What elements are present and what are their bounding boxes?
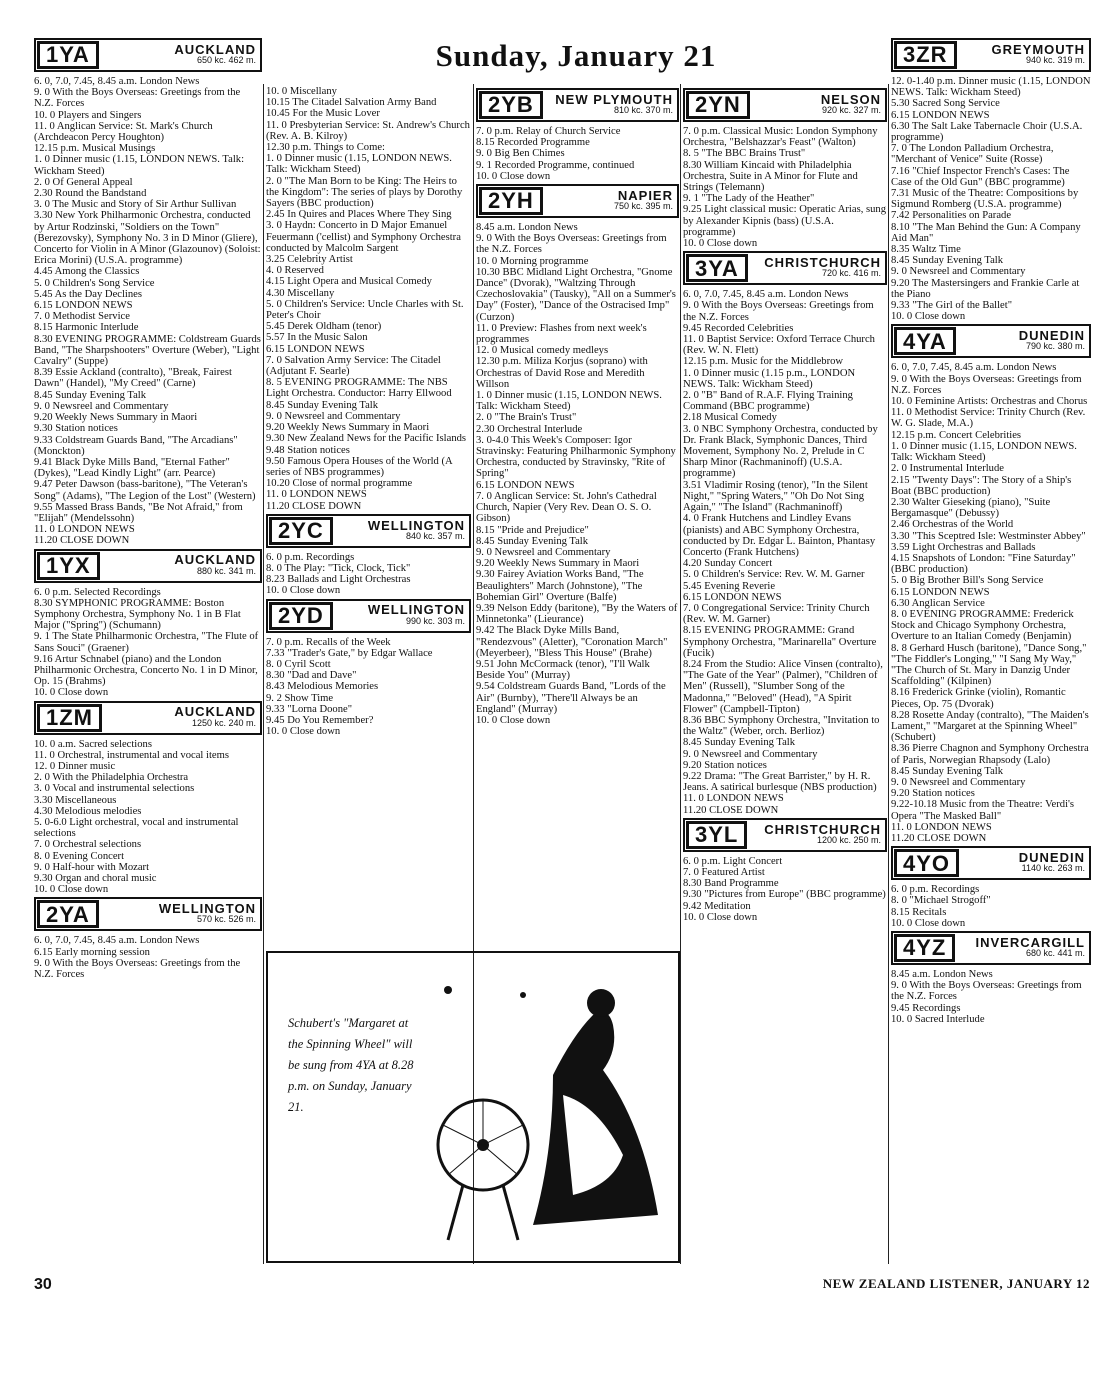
listing-entry: 11.20 CLOSE DOWN bbox=[683, 804, 779, 816]
listing-entry: 11. 0 Anglican Service: St. Mark's Church (Archdeacon Percy Houghton) bbox=[34, 120, 213, 144]
station-frequency: 1200 kc. 250 m. bbox=[816, 834, 881, 845]
listing-entry: 9.55 Massed Brass Bands, "Be Not Afraid," from "Elijah" (Mendelssohn) bbox=[34, 501, 243, 524]
listing-entry: 8.30 "Dad and Dave" bbox=[266, 670, 357, 682]
station-frequency: 840 kc. 357 m. bbox=[405, 530, 465, 541]
listing-entry: 8. 0 Evening Concert bbox=[34, 850, 125, 862]
listing-entry: 3. 0 The Music and Story of Sir Arthur Sullivan bbox=[34, 199, 237, 211]
listing-entry: 3.30 Miscellaneous bbox=[34, 794, 117, 806]
listing-entry: 9. 0 With the Boys Overseas: Greetings from the N.Z. Forces bbox=[683, 300, 874, 323]
listing-entry: 12. 0 Musical comedy medleys bbox=[476, 345, 609, 357]
listing-entry: 4.20 Sunday Concert bbox=[683, 558, 773, 570]
listing-entry: 11. 0 LONDON NEWS bbox=[266, 489, 367, 501]
page-title: Sunday, January 21 bbox=[435, 38, 717, 73]
listing-entry: 8.36 Pierre Chagnon and Symphony Orchestra of Paris, Norwegian Rhapsody (Lalo) bbox=[891, 743, 1089, 766]
listing-entry: 9.22 Drama: "The Great Barrister," by H. R. Jeans. A satirical burlesque (NBS production) bbox=[683, 770, 877, 794]
station-city: AUCKLAND bbox=[174, 552, 256, 568]
station-header-2ya bbox=[34, 897, 262, 931]
listing-entry: 2.15 "Twenty Days": The Story of a Ship's Boat (BBC production) bbox=[891, 474, 1072, 497]
station-logo: 2YC bbox=[270, 518, 332, 544]
station-logo: 3YL bbox=[687, 822, 746, 848]
listing-entry: 8. 0 Cyril Scott bbox=[266, 658, 331, 670]
page-number: 30 bbox=[34, 1276, 52, 1293]
station-city: INVERCARGILL bbox=[975, 934, 1085, 950]
listing-entry: 5.45 As the Day Declines bbox=[34, 288, 142, 300]
listing-entry: 5. 0 Children's Service: Uncle Charles with St. Peter's Choir bbox=[266, 298, 464, 322]
listing-entry: 2.45 In Quires and Places Where They Sing bbox=[266, 209, 452, 221]
listing-entry: 9.33 "Lorna Doone" bbox=[266, 703, 353, 715]
column-rule bbox=[680, 84, 681, 1264]
listing-entry: 2. 0 "The Man Born to be King: The Heirs to the Kingdom": The series of plays by Dorothy Sayers (BBC production) bbox=[266, 175, 463, 210]
listing-entry: 8.16 Frederick Grinke (violin), Romantic Pieces, Op. 75 (Dvorak) bbox=[891, 687, 1066, 710]
listing-entry: 9.20 Station notices bbox=[891, 788, 975, 800]
listing-entry: 8.45 Sunday Evening Talk bbox=[34, 389, 147, 401]
station-city: WELLINGTON bbox=[367, 517, 465, 533]
listing-entry: 6. 0, 7.0, 7.45, 8.45 a.m. London News bbox=[34, 76, 200, 87]
station-logo: 4YZ bbox=[895, 935, 954, 961]
listing-entry: 7. 0 Anglican Service: St. John's Cathedral Church, Napier (Very Rev. Dean O. S. O. Gibson) bbox=[476, 490, 657, 525]
listing-entry: 4. 0 Reserved bbox=[266, 265, 324, 277]
station-city: NELSON bbox=[820, 91, 881, 107]
listing-entry: 9. 2 Show Time bbox=[266, 692, 334, 704]
listing-entry: 2. 0 "B" Band of R.A.F. Flying Training Command (BBC programme) bbox=[683, 390, 853, 413]
station-header-4ya bbox=[891, 324, 1091, 358]
listing-entry: 9.50 Famous Opera Houses of the World (A series of NBS programmes) bbox=[266, 455, 453, 478]
station-frequency: 1140 kc. 263 m. bbox=[1021, 863, 1085, 874]
listing-entry: 11. 0 LONDON NEWS bbox=[34, 524, 135, 536]
listing-entry: 7. 0 Congregational Service: Trinity Church (Rev. W. M. Garner) bbox=[683, 602, 870, 626]
listing-entry: 9. 0 Newsreel and Commentary bbox=[891, 776, 1026, 788]
listing-entry: 8.10 "The Man Behind the Gun: A Company Aid Man" bbox=[891, 221, 1081, 244]
listing-entry: 5.45 Derek Oldham (tenor) bbox=[266, 321, 382, 333]
listing-entry: 7.16 "Chief Inspector French's Cases: The Case of the Old Gun" (BBC programme) bbox=[891, 165, 1070, 188]
listing-2yn bbox=[683, 126, 887, 249]
listing-entry: 11. 0 LONDON NEWS bbox=[683, 793, 784, 805]
listing-entry: 8.39 Essie Ackland (contralto), "Break, Fairest Dawn" (Handel), "My Creed" (Carne) bbox=[34, 367, 232, 390]
station-city: NEW PLYMOUTH bbox=[555, 91, 673, 107]
listing-4yo bbox=[891, 884, 1091, 929]
listing-entry: 3. 0 Haydn: Concerto in D Major Emanuel Feuermann ('cellist) and Symphony Orchestra conducted by Malcolm Sargent bbox=[266, 220, 461, 254]
listing-entry: 10. 0 Close down bbox=[683, 238, 758, 250]
station-city: WELLINGTON bbox=[367, 602, 465, 618]
listing-entry: 9.20 Weekly News Summary in Maori bbox=[476, 558, 640, 570]
listing-entry: 6. 0 p.m. Recordings bbox=[266, 551, 355, 563]
station-city: DUNEDIN bbox=[1018, 850, 1085, 865]
listing-entry: 12. 0-1.40 p.m. Dinner music (1.15, LONDON NEWS. Talk: Wickham Steed) bbox=[891, 76, 1091, 99]
station-header-1zm bbox=[34, 701, 262, 735]
listing-entry: 11. 0 Preview: Flashes from next week's programmes bbox=[476, 322, 647, 346]
station-frequency: 990 kc. 303 m. bbox=[405, 615, 465, 626]
station-header-2yn bbox=[683, 88, 887, 122]
listing-entry: 9.45 Recorded Celebrities bbox=[683, 322, 794, 334]
listing-1yx bbox=[34, 587, 262, 699]
listing-entry: 8.30 EVENING PROGRAMME: Coldstream Guards Band, "The Sharpshooters" Overture (Weber), "Light Cavalry" (Suppe) bbox=[34, 333, 261, 368]
listing-entry: 6.15 LONDON NEWS bbox=[891, 109, 990, 121]
listing-entry: 12. 0 Dinner music bbox=[34, 760, 116, 772]
listing-entry: 8.23 Ballads and Light Orchestras bbox=[266, 574, 411, 586]
listing-entry: 7.42 Personalities on Parade bbox=[891, 210, 1012, 222]
station-header-4yz bbox=[891, 931, 1091, 965]
listing-entry: 1. 0 Dinner music (1.15, LONDON NEWS. Talk: Wickham Steed) bbox=[891, 440, 1077, 464]
listing-entry: 10. 0 Close down bbox=[266, 726, 341, 738]
station-city: GREYMOUTH bbox=[991, 41, 1085, 57]
listing-entry: 6. 0, 7.0, 7.45, 8.45 a.m. London News bbox=[34, 935, 200, 947]
listing-entry: 9.45 Do You Remember? bbox=[266, 714, 374, 726]
listing-entry: 9.54 Coldstream Guards Band, "Lords of the Air" (Burnby), "There'll Always be an England" (Murray) bbox=[476, 681, 666, 715]
listing-entry: 3. 0 Vocal and instrumental selections bbox=[34, 783, 195, 795]
station-logo: 2YB bbox=[480, 92, 542, 118]
listing-entry: 6.15 LONDON NEWS bbox=[266, 343, 365, 355]
listing-entry: 9. 0 Newsreel and Commentary bbox=[34, 400, 169, 412]
listing-entry: 8.28 Rosette Anday (contralto), "The Maiden's Lament," "Margaret at the Spinning Wheel" (Schubert) bbox=[891, 709, 1089, 744]
listing-entry: 8. 5 EVENING PROGRAMME: The NBS Light Orchestra. Conductor: Harry Ellwood bbox=[266, 377, 452, 400]
listing-entry: 6.15 LONDON NEWS bbox=[34, 300, 133, 312]
listing-entry: 2.18 Musical Comedy bbox=[683, 412, 777, 424]
listing-entry: 9.20 Weekly News Summary in Maori bbox=[34, 412, 198, 424]
listing-entry: 12.30 p.m. Miliza Korjus (soprano) with Orchestras of David Rose and Meredith Willson bbox=[476, 356, 648, 390]
listing-entry: 10. 0 Sacred Interlude bbox=[891, 1013, 985, 1025]
listing-4yz bbox=[891, 969, 1091, 1025]
listing-entry: 1. 0 Dinner music (1.15, LONDON NEWS. Talk: Wickham Steed) bbox=[476, 390, 662, 413]
listing-entry: 10. 0 Close down bbox=[266, 585, 341, 597]
listing-entry: 7. 0 p.m. Classical Music: London Symphony Orchestra, "Belshazzar's Feast" (Walton) bbox=[683, 126, 878, 149]
listing-entry: 10. 0 Players and Singers bbox=[34, 109, 142, 121]
listing-entry: 3.30 "This Sceptred Isle: Westminster Abbey" bbox=[891, 530, 1086, 542]
column-rule bbox=[263, 84, 264, 1264]
listing-entry: 9. 0 With the Boys Overseas: Greetings from the N.Z. Forces bbox=[34, 957, 241, 981]
station-city: DUNEDIN bbox=[1018, 328, 1085, 344]
listing-entry: 10. 0 Close down bbox=[891, 917, 966, 929]
station-frequency: 920 kc. 327 m. bbox=[821, 105, 881, 115]
listing-entry: 2.30 Walter Gieseking (piano), "Suite Bergamasque" (Debussy) bbox=[891, 496, 1051, 520]
listing-entry: 9.39 Nelson Eddy (baritone), "By the Waters of Minnetonka" (Lieurance) bbox=[476, 602, 678, 626]
listing-3ya bbox=[683, 289, 887, 816]
station-logo: 1YA bbox=[38, 42, 98, 68]
listing-entry: 9. 0 Half-hour with Mozart bbox=[34, 861, 150, 873]
listing-entry: 4. 0 Frank Hutchens and Lindley Evans (pianists) and ABC Symphony Orchestra, conducted by Dr. Edgar L. Bainton, Phantasy Concerto (Frank Hutchens) bbox=[683, 513, 876, 558]
listing-3yl bbox=[683, 856, 887, 923]
station-logo: 2YD bbox=[270, 603, 332, 629]
listing-entry: 8.30 Band Programme bbox=[683, 878, 779, 890]
station-city: WELLINGTON bbox=[158, 901, 256, 917]
station-logo: 2YA bbox=[38, 901, 98, 927]
listing-entry: 12.30 p.m. Things to Come: bbox=[266, 142, 385, 154]
listing-entry: 8.15 Recorded Programme bbox=[476, 137, 590, 149]
listing-entry: 8.24 From the Studio: Alice Vinsen (contralto), "The Gate of the Year" (Palmer), "Children of Men" (Russell), "Slumber Song of the Madonna," "Beloved" (Head), "A Spirit Flower" (Campbell-Tipton) bbox=[683, 658, 883, 715]
listing-entry: 8.30 William Kincaid with Philadelphia Orchestra, Suite in A Minor for Flute and Strings (Telemann) bbox=[683, 159, 858, 194]
station-header-1yx bbox=[34, 549, 262, 583]
listing-entry: 9. 1 The State Philharmonic Orchestra, "The Flute of Sans Souci" (Graener) bbox=[34, 631, 259, 654]
listing-entry: 10. 0 Close down bbox=[476, 170, 551, 182]
listing-entry: 10. 0 Feminine Artists: Orchestras and Chorus bbox=[891, 396, 1088, 408]
listing-entry: 4.15 Snapshots of London: "Fine Saturday" (BBC production) bbox=[891, 552, 1076, 576]
listing-entry: 9.42 Meditation bbox=[683, 900, 751, 912]
footer-text: NEW ZEALAND LISTENER, JANUARY 12 bbox=[822, 1276, 1090, 1291]
listing-2yd bbox=[266, 637, 471, 738]
column-3 bbox=[476, 86, 679, 726]
column-5 bbox=[891, 36, 1091, 1025]
listing-entry: 4.30 Melodious melodies bbox=[34, 805, 142, 817]
listing-entry: 9. 0 With the Boys Overseas: Greetings from the N.Z. Forces bbox=[34, 87, 241, 110]
listing-entry: 5.57 In the Music Salon bbox=[266, 332, 368, 344]
station-logo: 2YN bbox=[687, 92, 749, 118]
listing-entry: 12.15 p.m. Concert Celebrities bbox=[891, 429, 1022, 441]
listing-entry: 9.25 Light classical music: Operatic Arias, sung by Alexander Kipnis (bass) (U.S.A. programme) bbox=[683, 204, 887, 238]
station-city: NAPIER bbox=[617, 187, 673, 203]
station-header-4yo bbox=[891, 846, 1091, 880]
station-header-2yd bbox=[266, 599, 471, 633]
listing-entry: 5. 0 Children's Song Service bbox=[34, 277, 155, 289]
listing-entry: 2. 0 With the Philadelphia Orchestra bbox=[34, 772, 189, 784]
column-rule bbox=[888, 84, 889, 1264]
listing-entry: 8.15 Harmonic Interlude bbox=[34, 322, 139, 334]
listing-entry: 8. 0 The Play: "Tick, Clock, Tick" bbox=[266, 562, 411, 574]
listing-entry: 10. 0 Close down bbox=[891, 311, 966, 323]
listing-entry: 7.31 Music of the Theatre: Compositions by Sigmund Romberg (U.S.A. programme) bbox=[891, 188, 1079, 211]
listing-entry: 9.30 New Zealand News for the Pacific Islands bbox=[266, 433, 467, 445]
column-1 bbox=[34, 36, 262, 980]
station-frequency: 790 kc. 380 m. bbox=[1025, 341, 1085, 352]
listing-entry: 9. 1 "The Lady of the Heather" bbox=[683, 193, 815, 205]
listing-entry: 11.20 CLOSE DOWN bbox=[34, 535, 130, 547]
listing-entry: 9.45 Recordings bbox=[891, 1002, 961, 1014]
listing-entry: 9.42 The Black Dyke Mills Band, "Rendezvous" (Aletter), "Coronation March" (Meyerbeer), "Bless This House" (Brahe) bbox=[476, 625, 668, 659]
listing-entry: 8.30 SYMPHONIC PROGRAMME: Boston Symphony Orchestra, Symphony No. 1 in B Flat Major ("Spring") (Schumann) bbox=[34, 597, 241, 632]
listing-entry: 11. 0 Methodist Service: Trinity Church (Rev. W. G. Slade, M.A.) bbox=[891, 407, 1086, 430]
listing-entry: 5. 0-6.0 Light orchestral, vocal and instrumental selections bbox=[34, 816, 239, 840]
listing-entry: 9.30 "Pictures from Europe" (BBC programme) bbox=[683, 889, 886, 901]
listing-entry: 9.30 Station notices bbox=[34, 423, 118, 435]
listing-entry: 9. 0 With the Boys Overseas: Greetings from the N.Z. Forces bbox=[476, 233, 667, 256]
station-logo: 1YX bbox=[38, 553, 99, 579]
station-frequency: 680 kc. 441 m. bbox=[1025, 948, 1085, 959]
listing-entry: 9. 0 Newsreel and Commentary bbox=[683, 748, 818, 760]
listing-entry: 6. 0 p.m. Recordings bbox=[891, 884, 980, 896]
column-2 bbox=[266, 86, 471, 737]
illustration-caption: Schubert's "Margaret at the Spinning Wheel" will be sung from 4YA at 8.28 p.m. on Sunday, January 21. bbox=[288, 1016, 414, 1114]
station-logo: 3ZR bbox=[895, 42, 956, 68]
listing-entry: 10. 0 Miscellany bbox=[266, 86, 337, 97]
listing-entry: 9. 0 With the Boys Overseas: Greetings from the N.Z. Forces bbox=[891, 980, 1082, 1003]
listing-entry: 10.15 The Citadel Salvation Army Band bbox=[266, 97, 437, 109]
listing-2ya bbox=[34, 935, 262, 980]
listing-entry: 11. 0 LONDON NEWS bbox=[891, 821, 992, 833]
listing-entry: 8. 0 EVENING PROGRAMME: Frederick Stock and Chicago Symphony Orchestra, Overture to an Italian Comedy (Benjamin) bbox=[891, 608, 1074, 643]
listing-4ya bbox=[891, 362, 1091, 844]
listing-entry: 10. 0 Close down bbox=[476, 714, 551, 726]
listing-entry: 9.30 Organ and choral music bbox=[34, 873, 157, 884]
listing-entry: 9.51 John McCormack (tenor), "I'll Walk Beside You" (Murray) bbox=[476, 658, 650, 682]
station-frequency: 1250 kc. 240 m. bbox=[191, 717, 256, 728]
listing-entry: 4.30 Miscellany bbox=[266, 287, 335, 299]
station-header-1ya bbox=[34, 38, 262, 72]
listing-entry: 7. 0 Orchestral selections bbox=[34, 839, 142, 851]
listing-entry: 7. 0 p.m. Relay of Church Service bbox=[476, 126, 621, 137]
listing-entry: 7.33 "Trader's Gate," by Edgar Wallace bbox=[266, 647, 433, 659]
listing-entry: 2.30 Round the Bandstand bbox=[34, 188, 147, 200]
listing-entry: 9.30 Fairey Aviation Works Band, "The Beaulighters" March (Johnstone), "The Bohemian Girl" Overture (Balfe) bbox=[476, 569, 644, 603]
listing-entry: 6. 0 p.m. Selected Recordings bbox=[34, 586, 161, 598]
listing-entry: 2. 0 Of General Appeal bbox=[34, 176, 133, 188]
listing-entry: 2. 0 Instrumental Interlude bbox=[891, 463, 1004, 475]
listing-entry: 10. 0 Morning programme bbox=[476, 255, 589, 267]
listing-entry: 6.15 LONDON NEWS bbox=[683, 591, 782, 603]
listing-entry: 11. 0 Baptist Service: Oxford Terrace Church (Rev. W. N. Flett) bbox=[683, 334, 875, 357]
listing-entry: 5. 0 Children's Service: Rev. W. M. Garner bbox=[683, 569, 865, 581]
listing-entry: 9.16 Artur Schnabel (piano) and the London Philharmonic Orchestra, Concerto No. 1 in D Minor, Op. 15 (Brahms) bbox=[34, 653, 258, 688]
listing-entry: 6.15 Early morning session bbox=[34, 946, 150, 958]
listing-entry: 9.20 The Mastersingers and Frankie Carle at the Piano bbox=[891, 277, 1080, 300]
listing-entry: 9. 0 With the Boys Overseas: Greetings from N.Z. Forces bbox=[891, 373, 1082, 396]
listing-entry: 8. 8 Gerhard Husch (baritone), "Dance Song," "The Fiddler's Longing," "I Sang My Way," "The Church of St. Mary in Danzig Under Scaffolding" (Kilpinen) bbox=[891, 642, 1087, 688]
station-logo: 2YH bbox=[480, 188, 542, 214]
listing-entry: 9.22-10.18 Music from the Theatre: Verdi's Opera "The Masked Ball" bbox=[891, 799, 1075, 822]
listing-2ya-continued bbox=[266, 86, 471, 512]
listing-entry: 10. 0 Close down bbox=[683, 911, 758, 923]
listing-entry: 3. 0-4.0 This Week's Composer: Igor Stravinsky: Featuring Philharmonic Symphony Orchestra, conducted by Stravinsky, "Rite of Spring" bbox=[476, 434, 676, 480]
station-frequency: 810 kc. 370 m. bbox=[613, 105, 673, 115]
listing-1zm bbox=[34, 739, 262, 896]
listing-entry: 6. 0, 7.0, 7.45, 8.45 a.m. London News bbox=[891, 362, 1057, 374]
listing-entry: 1. 0 Dinner music (1.15 p.m., LONDON NEWS. Talk: Wickham Steed) bbox=[683, 367, 856, 390]
listing-entry: 7. 0 The London Palladium Orchestra, "Merchant of Venice" Suite (Rosse) bbox=[891, 143, 1054, 166]
listing-entry: 6. 0, 7.0, 7.45, 8.45 a.m. London News bbox=[683, 289, 849, 301]
station-logo: 4YO bbox=[895, 850, 958, 876]
listing-entry: 7. 0 Methodist Service bbox=[34, 311, 130, 323]
listing-entry: 10. 0 a.m. Sacred selections bbox=[34, 738, 152, 750]
listing-entry: 8.15 EVENING PROGRAMME: Grand Symphony Orchestra, "Marinarella" Overture (Fucik) bbox=[683, 625, 877, 659]
listing-entry: 8.45 Sunday Evening Talk bbox=[891, 255, 1004, 267]
listing-entry: 6.15 LONDON NEWS bbox=[476, 479, 575, 491]
listing-entry: 9.33 Coldstream Guards Band, "The Arcadians" (Monckton) bbox=[34, 434, 238, 457]
station-logo: 3YA bbox=[687, 255, 747, 281]
listing-entry: 11. 0 Presbyterian Service: St. Andrew's Church (Rev. A. B. Kilroy) bbox=[266, 119, 470, 142]
listing-entry: 3.30 New York Philharmonic Orchestra, conducted by Artur Rodzinski, "Soldiers on the Town" (Berezovsky), Symphony No. 3 in D Minor (Gliere), Concerto for Violin in A Minor (Glazounov) (Soloist: Erica Morini) (U.S.A. programme) bbox=[34, 210, 261, 267]
station-logo: 4YA bbox=[895, 328, 955, 354]
station-frequency: 650 kc. 462 m. bbox=[196, 55, 256, 65]
listing-entry: 2.30 Orchestral Interlude bbox=[476, 423, 583, 435]
listing-2yc bbox=[266, 552, 471, 597]
station-header-2yh bbox=[476, 184, 679, 218]
listing-entry: 8.45 a.m. London News bbox=[476, 222, 578, 234]
station-header-3ya bbox=[683, 251, 887, 285]
listing-entry: 8. 5 "The BBC Brains Trust" bbox=[683, 148, 806, 160]
listing-entry: 7. 0 p.m. Recalls of the Week bbox=[266, 636, 391, 648]
listing-entry: 8.45 Sunday Evening Talk bbox=[476, 535, 589, 547]
spinning-wheel-drawing bbox=[423, 955, 673, 1255]
station-frequency: 720 kc. 416 m. bbox=[821, 268, 881, 279]
listing-entry: 9.20 Station notices bbox=[683, 759, 767, 771]
station-frequency: 570 kc. 526 m. bbox=[196, 914, 256, 925]
listing-entry: 8.36 BBC Symphony Orchestra, "Invitation to the Waltz" (Weber, orch. Berlioz) bbox=[683, 714, 880, 738]
station-city: AUCKLAND bbox=[174, 704, 256, 720]
listing-entry: 9.33 "The Girl of the Ballet" bbox=[891, 300, 1013, 312]
listing-entry: 9. 0 Newsreel and Commentary bbox=[266, 410, 401, 422]
listing-entry: 10.20 Close of normal programme bbox=[266, 478, 413, 490]
listing-entry: 3.51 Vladimir Rosing (tenor), "In the Silent Night," "Spring Waters," "Oh Do Not Sing Again," "The Island" (Rachmaninoff) bbox=[683, 479, 868, 514]
station-frequency: 750 kc. 395 m. bbox=[613, 201, 673, 212]
listing-entry: 9.20 Weekly News Summary in Maori bbox=[266, 422, 430, 434]
listing-entry: 9.48 Station notices bbox=[266, 444, 350, 456]
station-header-3yl bbox=[683, 818, 887, 852]
listing-entry: 9.41 Black Dyke Mills Band, "Eternal Father" (Dykes), "Lead Kindly Light" (arr. Pearce) bbox=[34, 456, 230, 480]
listing-entry: 8.45 a.m. London News bbox=[891, 969, 993, 981]
listing-entry: 10.45 For the Music Lover bbox=[266, 108, 380, 120]
listing-entry: 8.35 Waltz Time bbox=[891, 244, 961, 256]
listing-entry: 5. 0 Big Brother Bill's Song Service bbox=[891, 575, 1044, 587]
spinning-wheel-illustration bbox=[266, 951, 680, 1263]
station-logo: 1ZM bbox=[38, 705, 101, 731]
listing-entry: 8.45 Sunday Evening Talk bbox=[266, 399, 379, 411]
listing-entry: 8.45 Sunday Evening Talk bbox=[891, 765, 1004, 777]
station-city: CHRISTCHURCH bbox=[764, 821, 881, 837]
station-header-2yb bbox=[476, 88, 679, 122]
listing-entry: 8. 0 "Michael Strogoff" bbox=[891, 895, 991, 907]
station-header-2yc bbox=[266, 514, 471, 548]
listing-entry: 3.25 Celebrity Artist bbox=[266, 254, 353, 266]
listing-entry: 8.45 Sunday Evening Talk bbox=[683, 737, 796, 749]
listing-entry: 8.15 Recitals bbox=[891, 906, 947, 918]
listing-entry: 6.30 Anglican Service bbox=[891, 597, 985, 609]
listing-entry: 4.15 Light Opera and Musical Comedy bbox=[266, 276, 432, 288]
listing-entry: 6.30 The Salt Lake Tabernacle Choir (U.S.A. programme) bbox=[891, 120, 1083, 144]
listing-entry: 6.15 LONDON NEWS bbox=[891, 586, 990, 598]
listing-entry: 4.45 Among the Classics bbox=[34, 266, 140, 278]
listing-entry: 9. 0 Big Ben Chimes bbox=[476, 148, 565, 160]
listing-entry: 11. 0 Orchestral, instrumental and vocal items bbox=[34, 749, 229, 761]
listing-entry: 9. 0 Newsreel and Commentary bbox=[476, 546, 611, 558]
listing-entry: 3. 0 NBC Symphony Orchestra, conducted by Dr. Frank Black, Symphonic Dances, Third Movement, Symphony No. 2, Prelude in C Sharp Minor (Rachmaninoff) (U.S.A. programme) bbox=[683, 423, 878, 480]
listing-entry: 1. 0 Dinner music (1.15, LONDON NEWS. Talk: Wickham Steed) bbox=[266, 153, 452, 176]
station-city: AUCKLAND bbox=[174, 41, 256, 57]
listing-1ya bbox=[34, 76, 262, 547]
listing-entry: 6. 0 p.m. Light Concert bbox=[683, 855, 783, 867]
listing-entry: 5.45 Evening Reverie bbox=[683, 580, 776, 592]
station-header-3zr bbox=[891, 38, 1091, 72]
listing-entry: 3.59 Light Orchestras and Ballads bbox=[891, 541, 1036, 553]
listing-2yb bbox=[476, 126, 679, 182]
listing-entry: 12.15 p.m. Musical Musings bbox=[34, 143, 156, 155]
listing-entry: 9. 1 Recorded Programme, continued bbox=[476, 159, 635, 171]
station-frequency: 880 kc. 341 m. bbox=[196, 565, 256, 576]
listing-entry: 11.20 CLOSE DOWN bbox=[891, 833, 987, 844]
listing-entry: 7. 0 Featured Artist bbox=[683, 866, 765, 878]
listing-entry: 5.30 Sacred Song Service bbox=[891, 98, 1000, 110]
listing-entry: 2. 0 "The Brain's Trust" bbox=[476, 412, 577, 424]
listing-entry: 12.15 p.m. Music for the Middlebrow bbox=[683, 356, 844, 368]
listing-entry: 9.47 Peter Dawson (bass-baritone), "The Veteran's Song" (Adams), "The Legion of the Lost" (Western) bbox=[34, 479, 256, 502]
listing-entry: 10. 0 Close down bbox=[34, 687, 109, 699]
column-4 bbox=[683, 86, 887, 923]
listing-entry: 11.20 CLOSE DOWN bbox=[266, 500, 362, 512]
listing-entry: 1. 0 Dinner music (1.15, LONDON NEWS. Talk: Wickham Steed) bbox=[34, 154, 245, 177]
listing-entry: 2.46 Orchestras of the World bbox=[891, 519, 1014, 531]
listing-entry: 10.30 BBC Midland Light Orchestra, "Gnome Dance" (Dvorak), "Waltzing Through Czechoslovakia" (Tausky), "All on a Summer's Day" (Foster), "Dance of the Ostracised Imp" (Curzon) bbox=[476, 266, 676, 323]
station-frequency: 940 kc. 319 m. bbox=[1025, 55, 1085, 65]
station-city: CHRISTCHURCH bbox=[764, 255, 881, 271]
listing-entry: 7. 0 Salvation Army Service: The Citadel (Adjutant F. Searle) bbox=[266, 354, 441, 378]
listing-entry: 8.15 "Pride and Prejudice" bbox=[476, 524, 589, 536]
listing-2yh bbox=[476, 222, 679, 726]
listing-entry: 10. 0 Close down bbox=[34, 884, 109, 896]
listing-3zr bbox=[891, 76, 1091, 322]
listing-entry: 8.43 Melodious Memories bbox=[266, 681, 379, 693]
listing-entry: 9. 0 Newsreel and Commentary bbox=[891, 266, 1026, 278]
